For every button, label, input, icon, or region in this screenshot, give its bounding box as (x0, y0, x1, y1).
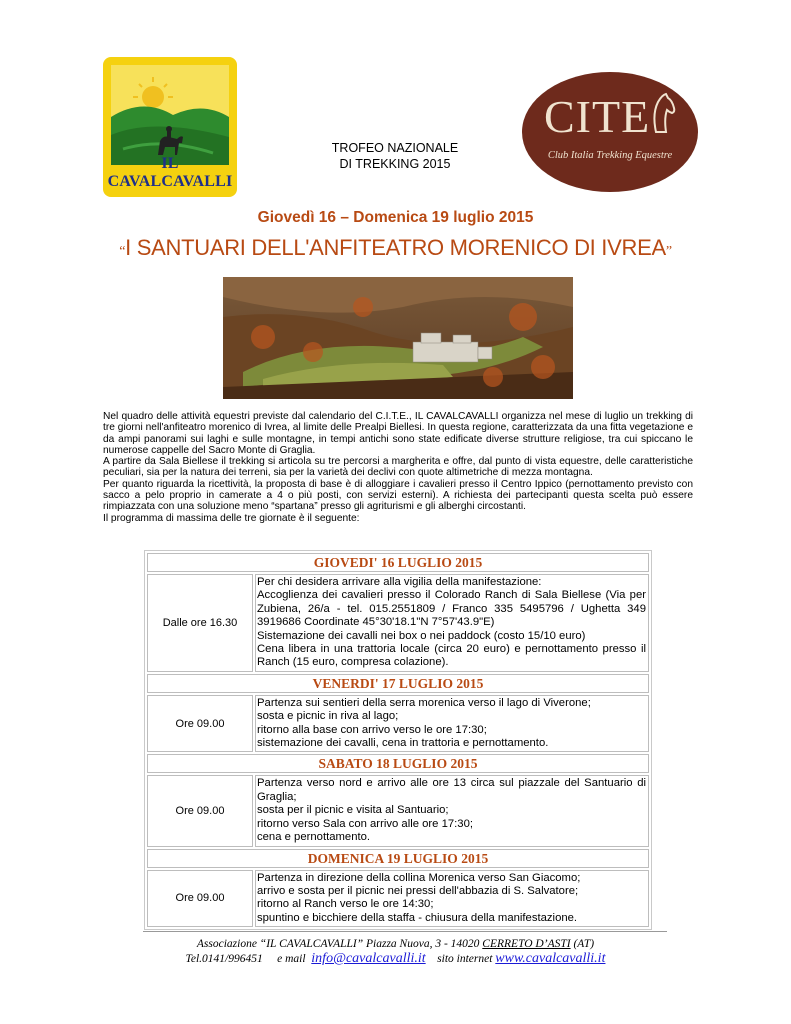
day-time: Ore 09.00 (147, 695, 253, 753)
description-line: Partenza sui sentieri della serra morenica verso il lago di Viverone; (257, 696, 591, 709)
footer-address-city: CERRETO D’ASTI (482, 938, 571, 950)
day-description (255, 775, 649, 846)
day-description (255, 574, 649, 672)
event-dates: Giovedì 16 – Domenica 19 luglio 2015 (257, 209, 534, 226)
footer-divider (143, 931, 667, 932)
title-open-quote: “ (119, 244, 126, 259)
event-title (0, 235, 791, 261)
description-line: Partenza verso nord e arrivo alle ore 13 circa sul piazzale del Santuario di Graglia; (257, 777, 646, 803)
trofeo-line-2: DI TREKKING 2015 (339, 157, 451, 171)
intro-text (103, 411, 693, 524)
cavalcavalli-logo-text: IL CAVALCAVALLI (107, 155, 233, 190)
day-description (255, 870, 649, 928)
day-row (147, 574, 649, 672)
description-line: ritorno alla base con arrivo verso le ore 17:30; (257, 723, 487, 736)
description-line: cena e pernottamento. (257, 831, 371, 844)
footer-site-link[interactable]: www.cavalcavalli.it (495, 951, 606, 966)
description-line: Partenza in direzione della collina Morenica verso San Giacomo; (257, 871, 581, 884)
description-line: Cena libera in una trattoria locale (circa 20 euro) e pernottamento presso il Ranch (15 euro, compresa colazione). (257, 643, 646, 669)
footer-tel: Tel.0141/996451 (185, 953, 263, 965)
footer-contacts (0, 951, 791, 967)
day-description (255, 695, 649, 753)
description-line: ritorno verso Sala con arrivo alle ore 17:30; (257, 817, 474, 830)
intro-paragraph-3: Per quanto riguarda la ricettività, la proposta di base è di alloggiare i cavalieri presso il Centro Ippico (pernottamento previsto con sacco a pelo proprio in camerate a 4 o più posti, con servizi esterni). A richiesta dei partecipanti questa scelta può essere rimpiazzata con una soluzione meno “spartana” presso gli agriturismi e gli alberghi circostanti. (103, 478, 693, 513)
footer-address-suffix: (AT) (570, 938, 595, 950)
event-title-text: I SANTUARI DELL'ANFITEATRO MORENICO DI IVREA (125, 235, 666, 260)
footer-address (0, 938, 791, 950)
description-line: ritorno al Ranch verso le ore 14:30; (257, 898, 434, 911)
intro-paragraph-1: Nel quadro delle attività equestri previste dal calendario del C.I.T.E., IL CAVALCAVALLI organizza nel mese di luglio un trekking di tre giorni nell'anfiteatro morenico di Ivrea, al limite delle Prealpi Biellesi. In questa regione, caratterizzata da una fitta vegetazione e da ampi panorami sui laghi e sulle montagne, in tempi antichi sono state edificate diverse strutture religiose, tra cui spiccano le numerose cappelle del Sacro Monte di Graglia. (103, 411, 693, 456)
description-line: arrivo e sosta per il picnic nei pressi dell'abbazia di S. Salvatore; (257, 884, 579, 897)
day-time: Ore 09.00 (147, 775, 253, 846)
description-line: Accoglienza dei cavalieri presso il Colorado Ranch di Sala Biellese (Via per Zubiena, 26/a - tel. 015.2551809 / Franco 335 5495796 / Ughetta 349 3919686 Coordinate 45°30'18.1"N 7°57'43.9"E) (257, 589, 646, 629)
day-heading: DOMENICA 19 LUGLIO 2015 (147, 849, 649, 868)
cite-logo-subtitle: Club Italia Trekking Equestre (547, 150, 673, 161)
day-heading: SABATO 18 LUGLIO 2015 (147, 754, 649, 773)
trofeo-heading (300, 140, 490, 172)
cite-logo (522, 72, 698, 192)
day-row (147, 870, 649, 928)
day-heading: VENERDI' 17 LUGLIO 2015 (147, 674, 649, 693)
intro-paragraph-4: Il programma di massima delle tre giornate è il seguente: (103, 512, 360, 524)
footer-site-label: sito internet (437, 953, 493, 965)
intro-paragraph-2: A partire da Sala Biellese il trekking si articola su tre percorsi a margherita e offre, dal punto di vista equestre, delle caratteristiche peculiari, sia per la natura dei terreni, sia per la varietà dei declivi con quote altimetriche di mezza montagna. (103, 456, 693, 479)
day-time: Ore 09.00 (147, 870, 253, 928)
description-line: sosta per il picnic e visita al Santuario; (257, 804, 449, 817)
day-row (147, 775, 649, 846)
footer-email-link[interactable]: info@cavalcavalli.it (311, 951, 426, 966)
description-line: Per chi desidera arrivare alla vigilia della manifestazione: (257, 576, 542, 588)
footer-address-prefix: Associazione “IL CAVALCAVALLI” Piazza Nuova, 3 - 14020 (196, 938, 483, 950)
cavalcavalli-logo (103, 57, 237, 197)
description-line: Sistemazione dei cavalli nei box o nei paddock (costo 15/10 euro) (257, 629, 586, 642)
day-time: Dalle ore 16.30 (147, 574, 253, 672)
description-line: sosta e picnic in riva al lago; (257, 710, 399, 723)
horse-head-icon (650, 92, 676, 136)
description-line: sistemazione dei cavalli, cena in trattoria e pernottamento. (257, 737, 549, 750)
description-line: spuntino e bicchiere della staffa - chiusura della manifestazione. (257, 911, 578, 924)
day-row (147, 695, 649, 753)
footer-email-label: e mail (277, 953, 306, 965)
landscape-photo (223, 277, 573, 399)
day-heading: GIOVEDI' 16 LUGLIO 2015 (147, 553, 649, 572)
title-close-quote: ” (665, 244, 672, 259)
cite-logo-word: CITE (544, 91, 651, 142)
trofeo-line-1: TROFEO NAZIONALE (331, 141, 459, 155)
program-table (144, 550, 652, 930)
